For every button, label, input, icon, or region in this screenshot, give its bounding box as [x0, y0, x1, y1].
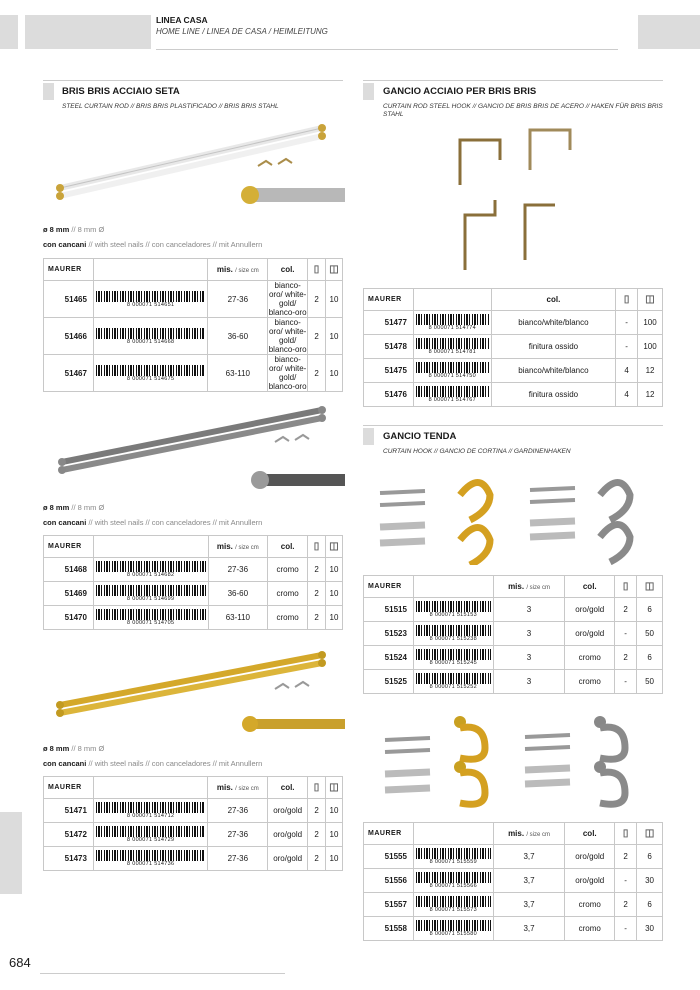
table-cell: mis. / size cm [493, 823, 565, 845]
sec3-rule [363, 425, 663, 426]
table-row [44, 281, 343, 318]
table-cell: - [616, 335, 638, 359]
table-cell [413, 576, 493, 598]
table-row [364, 598, 663, 622]
table-cell: 2 [615, 646, 637, 670]
rod-table-1 [43, 258, 343, 392]
table-row [44, 799, 343, 823]
table-cell [326, 777, 343, 799]
table-cell: 8 000071 514682 [93, 558, 208, 582]
table-cell: 27-36 [208, 281, 268, 318]
table-cell: 8 000071 514712 [93, 799, 208, 823]
table-row [364, 917, 663, 941]
table-cell: 2 [308, 355, 326, 392]
side-tab [0, 812, 22, 894]
table-cell: 8 000071 515252 [413, 670, 493, 694]
table-cell: 8 000071 514675 [93, 355, 208, 392]
table-cell: 2 [308, 558, 326, 582]
table-cell: 51467 [44, 355, 94, 392]
table-cell: 8 000071 514705 [93, 606, 208, 630]
hook-steel-table [363, 288, 663, 407]
table-cell: bianco-oro/ white-gold/ blanco-oro [268, 281, 307, 317]
table-cell: col. [268, 777, 308, 799]
table-cell: 100 [638, 335, 663, 359]
table-row [364, 383, 663, 407]
table-cell: cromo [268, 606, 308, 630]
table-cell: 51557 [364, 893, 414, 917]
box-icon: ◫ [329, 782, 339, 793]
curtain-hook-large-image [375, 712, 665, 812]
single-unit-icon: ▯ [313, 264, 320, 275]
table-cell: mis. / size cm [208, 259, 268, 281]
header-rule [156, 49, 618, 50]
table-cell: col. [268, 259, 308, 281]
barcode-image [416, 673, 491, 684]
box-icon: ◫ [645, 294, 655, 305]
table-cell: 8 000071 514699 [93, 582, 208, 606]
table-cell [615, 576, 637, 598]
table-cell: 3,7 [493, 917, 565, 941]
barcode-image [416, 362, 489, 373]
table-cell [615, 823, 637, 845]
rod-gold-image [50, 645, 345, 735]
table-cell: 2 [308, 847, 326, 871]
table-cell: 10 [326, 582, 343, 606]
sec1-rule [43, 80, 343, 81]
brand-logo: MAURER [364, 576, 414, 598]
rod-table-3 [43, 776, 343, 871]
table-cell: mis. / size cm [208, 536, 268, 558]
table-cell: 2 [615, 598, 637, 622]
table-cell: 12 [638, 359, 663, 383]
barcode-image [96, 826, 206, 837]
table-row [364, 359, 663, 383]
table-cell: 10 [326, 355, 343, 392]
brand-logo: MAURER [364, 289, 414, 311]
table-row [364, 622, 663, 646]
table-row [44, 606, 343, 630]
table-cell: oro/gold [268, 847, 308, 871]
table-cell: 51525 [364, 670, 414, 694]
table-row [364, 335, 663, 359]
table-cell: col. [491, 289, 616, 311]
barcode-image [96, 802, 206, 813]
table-cell: 51476 [364, 383, 414, 407]
header-left-tab [0, 15, 18, 49]
brand-logo: MAURER [44, 259, 94, 281]
barcode-image [416, 649, 491, 660]
table-cell: oro/gold [565, 622, 615, 646]
sec1-spec-2: con cancani // with steel nails // con canceladores // mit Annullern [43, 240, 263, 249]
table-cell: bianco/white/blanco [491, 311, 616, 335]
curtain-hook-table-1 [363, 575, 663, 694]
table-cell: col. [268, 536, 308, 558]
sec1-marker [43, 83, 54, 100]
barcode-image [416, 625, 491, 636]
table-row [364, 893, 663, 917]
brand-logo: MAURER [44, 777, 94, 799]
table-cell: oro/gold [565, 869, 615, 893]
barcode-image [96, 291, 206, 302]
steel-hook-image [440, 125, 590, 275]
table-row [44, 318, 343, 355]
table-cell: 8 000071 514774 [413, 311, 491, 335]
sec3-marker [363, 428, 374, 445]
table-cell [308, 259, 326, 281]
table-cell [93, 536, 208, 558]
barcode-image [96, 609, 206, 620]
table-cell [638, 289, 663, 311]
table-cell: 30 [637, 917, 663, 941]
single-unit-icon: ▯ [622, 581, 629, 592]
table-cell: 63-110 [208, 355, 268, 392]
table-cell: 2 [615, 845, 637, 869]
table-cell: 3 [493, 646, 565, 670]
table-cell: oro/gold [268, 823, 308, 847]
rod-white-image [50, 118, 345, 210]
table-cell: 2 [308, 606, 326, 630]
barcode-image [96, 328, 206, 339]
barcode-image [416, 872, 491, 883]
table-row [364, 845, 663, 869]
barcode-image [416, 386, 489, 397]
table-cell: oro/gold [565, 845, 615, 869]
table-cell: 51478 [364, 335, 414, 359]
sec2-rule [363, 80, 663, 81]
table-cell: 3,7 [493, 845, 565, 869]
box-icon: ◫ [329, 541, 339, 552]
table-cell: 3,7 [493, 893, 565, 917]
table-cell: 8 000071 514781 [413, 335, 491, 359]
sec2-marker [363, 83, 374, 100]
sec1-spec-6: con cancani // with steel nails // con canceladores // mit Annullern [43, 759, 263, 768]
table-cell: finitura ossido [491, 383, 616, 407]
table-cell: 51468 [44, 558, 94, 582]
table-cell: 36-60 [208, 318, 268, 355]
table-cell: 4 [616, 359, 638, 383]
table-cell: 51466 [44, 318, 94, 355]
table-cell: 8 000071 514729 [93, 823, 208, 847]
table-row [364, 670, 663, 694]
single-unit-icon: ▯ [313, 541, 320, 552]
table-cell: 51471 [44, 799, 94, 823]
barcode-image [96, 585, 206, 596]
table-cell [326, 259, 343, 281]
barcode-image [96, 561, 206, 572]
table-cell [326, 536, 343, 558]
header-title: LINEA CASA [156, 15, 208, 25]
table-cell: 8 000071 515559 [413, 845, 493, 869]
table-cell: bianco-oro/ white-gold/ blanco-oro [268, 355, 307, 391]
table-cell: col. [565, 823, 615, 845]
table-cell [413, 289, 491, 311]
curtain-hook-table-2 [363, 822, 663, 941]
table-cell [637, 576, 663, 598]
table-cell: 51472 [44, 823, 94, 847]
barcode-image [416, 338, 489, 349]
table-cell: - [615, 917, 637, 941]
barcode-image [416, 314, 489, 325]
table-cell [637, 823, 663, 845]
table-cell: 8 000071 515238 [413, 622, 493, 646]
table-cell: 27-36 [208, 558, 268, 582]
table-row [364, 311, 663, 335]
table-cell: 8 000071 515566 [413, 869, 493, 893]
table-cell: 10 [326, 558, 343, 582]
table-cell [616, 289, 638, 311]
brand-logo: MAURER [364, 823, 414, 845]
table-cell: 8 000071 515573 [413, 893, 493, 917]
table-cell: 3,7 [493, 869, 565, 893]
box-icon: ◫ [329, 264, 339, 275]
table-cell: 6 [637, 893, 663, 917]
brand-logo: MAURER [44, 536, 94, 558]
barcode-image [96, 365, 206, 376]
table-cell: 51465 [44, 281, 94, 318]
sec3-subtitle: CURTAIN HOOK // GANCIO DE CORTINA // GARDINENHAKEN [383, 448, 571, 455]
table-row [44, 355, 343, 392]
table-cell: 30 [637, 869, 663, 893]
table-cell: bianco-oro/ white-gold/ blanco-oro [268, 318, 307, 354]
sec1-spec-3: ø 8 mm // 8 mm Ø [43, 503, 105, 512]
table-cell: 51556 [364, 869, 414, 893]
table-cell: 8 000071 515153 [413, 598, 493, 622]
table-cell: 3 [493, 598, 565, 622]
table-cell: - [615, 670, 637, 694]
table-cell: col. [565, 576, 615, 598]
table-cell [93, 259, 208, 281]
table-cell: 50 [637, 670, 663, 694]
sec2-title: GANCIO ACCIAIO PER BRIS BRIS [383, 86, 537, 97]
header-right-tab [638, 15, 700, 49]
table-cell: 27-36 [208, 823, 268, 847]
barcode-image [416, 920, 491, 931]
barcode-image [96, 850, 206, 861]
table-cell: cromo [565, 917, 615, 941]
barcode-image [416, 601, 491, 612]
table-cell [308, 536, 326, 558]
table-cell: 3 [493, 670, 565, 694]
table-cell: 2 [308, 318, 326, 355]
table-cell: mis. / size cm [493, 576, 565, 598]
single-unit-icon: ▯ [623, 294, 630, 305]
table-row [44, 558, 343, 582]
table-cell: 51558 [364, 917, 414, 941]
sec1-spec-4: con cancani // with steel nails // con canceladores // mit Annullern [43, 518, 263, 527]
table-cell: 27-36 [208, 799, 268, 823]
table-cell: 8 000071 515580 [413, 917, 493, 941]
table-cell: - [616, 311, 638, 335]
table-cell: 8 000071 514767 [413, 383, 491, 407]
table-cell: 36-60 [208, 582, 268, 606]
table-cell: 51470 [44, 606, 94, 630]
table-cell: 51475 [364, 359, 414, 383]
table-row [364, 869, 663, 893]
table-cell: 10 [326, 799, 343, 823]
table-cell: cromo [565, 893, 615, 917]
table-cell: cromo [268, 582, 308, 606]
table-cell: 27-36 [208, 847, 268, 871]
table-cell: 12 [638, 383, 663, 407]
page-number: 684 [9, 955, 31, 970]
table-cell: 2 [308, 281, 326, 318]
table-cell [93, 777, 208, 799]
table-cell: 2 [615, 893, 637, 917]
table-cell: mis. / size cm [208, 777, 268, 799]
table-cell: 50 [637, 622, 663, 646]
table-cell: 8 000071 515245 [413, 646, 493, 670]
table-cell: 51555 [364, 845, 414, 869]
table-cell: 51523 [364, 622, 414, 646]
table-cell: 10 [326, 823, 343, 847]
table-cell: 51477 [364, 311, 414, 335]
curtain-hook-small-image [370, 465, 665, 565]
table-cell: bianco/white/blanco [491, 359, 616, 383]
table-cell: 6 [637, 646, 663, 670]
table-cell: 8 000071 514736 [93, 847, 208, 871]
table-cell: 51469 [44, 582, 94, 606]
table-row [364, 646, 663, 670]
table-cell: cromo [268, 558, 308, 582]
table-cell: cromo [565, 670, 615, 694]
table-cell: 100 [638, 311, 663, 335]
table-cell: 8 000071 514750 [413, 359, 491, 383]
sec3-title: GANCIO TENDA [383, 431, 457, 442]
table-cell: 2 [308, 823, 326, 847]
table-cell: 51515 [364, 598, 414, 622]
table-cell: 10 [326, 318, 343, 355]
single-unit-icon: ▯ [622, 828, 629, 839]
table-cell: 10 [326, 847, 343, 871]
table-cell: cromo [565, 646, 615, 670]
table-cell: 8 000071 514668 [93, 318, 208, 355]
table-cell: 3 [493, 622, 565, 646]
table-cell: - [615, 869, 637, 893]
table-cell: 63-110 [208, 606, 268, 630]
table-cell: 10 [326, 281, 343, 318]
table-cell: 2 [308, 582, 326, 606]
table-cell: - [615, 622, 637, 646]
table-cell: 8 000071 514651 [93, 281, 208, 318]
sec1-subtitle: STEEL CURTAIN ROD // BRIS BRIS PLASTIFICADO // BRIS BRIS STAHL [62, 103, 279, 110]
sec2-subtitle: CURTAIN ROD STEEL HOOK // GANCIO DE BRIS BRIS DE ACERO // HAKEN FÜR BRIS BRIS STAHL [383, 103, 663, 118]
rod-chrome-image [50, 400, 345, 490]
header-block [25, 15, 151, 49]
table-row [44, 582, 343, 606]
table-cell: oro/gold [565, 598, 615, 622]
header-subtitle: HOME LINE / LINEA DE CASA / HEIMLEITUNG [156, 27, 328, 36]
sec1-title: BRIS BRIS ACCIAIO SETA [62, 86, 180, 97]
table-cell: 4 [616, 383, 638, 407]
rod-table-2 [43, 535, 343, 630]
table-cell [308, 777, 326, 799]
table-cell: 6 [637, 845, 663, 869]
table-cell: 6 [637, 598, 663, 622]
barcode-image [416, 848, 491, 859]
sec1-spec-1: ø 8 mm // 8 mm Ø [43, 225, 105, 234]
table-cell [413, 823, 493, 845]
footer-rule [40, 973, 285, 974]
table-cell: oro/gold [268, 799, 308, 823]
box-icon: ◫ [644, 828, 655, 839]
table-row [44, 823, 343, 847]
box-icon: ◫ [644, 581, 655, 592]
table-row [44, 847, 343, 871]
sec1-spec-5: ø 8 mm // 8 mm Ø [43, 744, 105, 753]
barcode-image [416, 896, 491, 907]
table-cell: 10 [326, 606, 343, 630]
single-unit-icon: ▯ [313, 782, 320, 793]
table-cell: 2 [308, 799, 326, 823]
table-cell: finitura ossido [491, 335, 616, 359]
table-cell: 51524 [364, 646, 414, 670]
table-cell: 51473 [44, 847, 94, 871]
